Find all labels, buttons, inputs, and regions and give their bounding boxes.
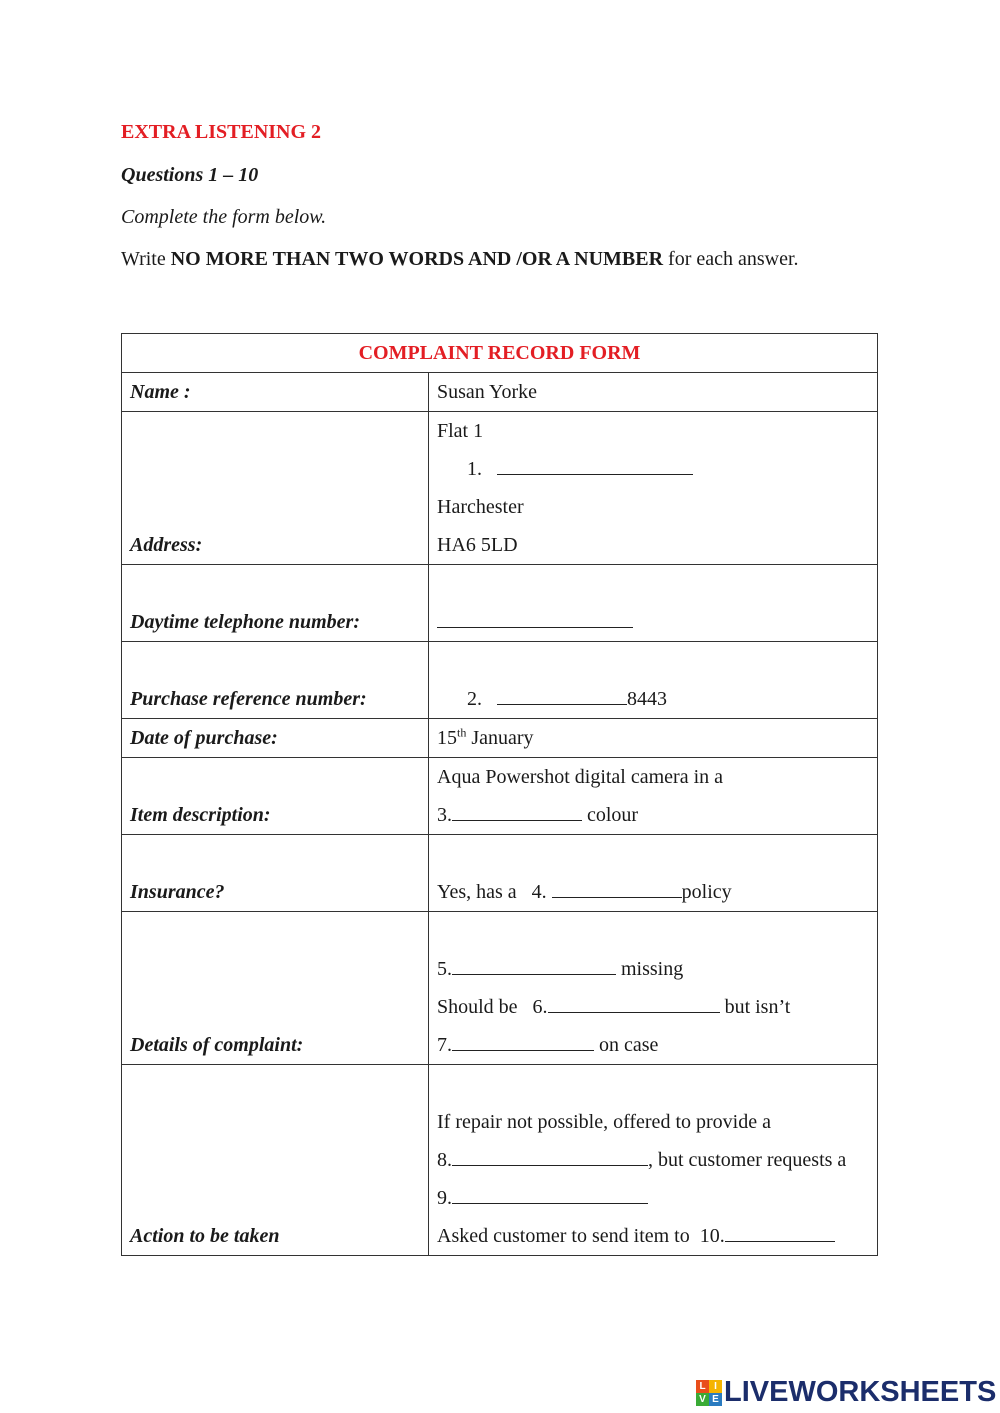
details-q6-prefix: Should be 6. <box>437 996 548 1018</box>
details-q5-suffix: missing <box>616 958 684 980</box>
date-value <box>429 719 878 758</box>
form-title: COMPLAINT RECORD FORM <box>122 334 878 373</box>
answer-blank-6[interactable] <box>548 990 720 1013</box>
item-label <box>122 758 429 835</box>
item-line1: Aqua Powershot digital camera in a <box>437 766 724 788</box>
write-suffix: for each answer. <box>663 248 799 270</box>
address-line4: HA6 5LD <box>437 534 518 556</box>
action-label <box>122 1065 429 1256</box>
liveworksheets-logo-text: LIVEWORKSHEETS <box>724 1376 997 1408</box>
address-label: Address: <box>122 412 429 565</box>
date-day: 15 <box>437 727 457 749</box>
insurance-prefix: Yes, has a 4. <box>437 881 552 903</box>
item-suffix: colour <box>582 804 639 826</box>
details-value <box>429 912 878 1065</box>
q3-number: 3. <box>437 804 452 826</box>
item-label-text: Item description: <box>130 804 271 826</box>
q7-number: 7. <box>437 1034 452 1056</box>
answer-blank-2[interactable] <box>497 682 627 705</box>
liveworksheets-logo[interactable] <box>696 1376 996 1409</box>
q8-number: 8. <box>437 1149 452 1171</box>
insurance-label-text: Insurance? <box>130 881 225 903</box>
worksheet-title: EXTRA LISTENING 2 <box>121 121 322 143</box>
complaint-form-table <box>121 333 878 1256</box>
action-q8-suffix: , but customer requests a <box>648 1149 847 1171</box>
address-row <box>122 412 878 565</box>
details-label-text: Details of complaint: <box>130 1034 304 1056</box>
name-value: Susan Yorke <box>429 373 878 412</box>
action-label-text: Action to be taken <box>130 1225 280 1247</box>
answer-blank-7[interactable] <box>452 1028 594 1051</box>
liveworksheets-logo-icon <box>696 1380 722 1406</box>
answer-blank-9[interactable] <box>452 1181 648 1204</box>
write-prefix: Write <box>121 248 171 270</box>
address-question-1 <box>437 450 869 488</box>
date-month: January <box>466 727 534 749</box>
date-sup: th <box>457 725 467 740</box>
q1-number: 1. <box>467 458 482 480</box>
answer-blank-3[interactable] <box>452 798 582 821</box>
phone-value <box>429 565 878 642</box>
phone-label <box>122 565 429 642</box>
purchase-suffix: 8443 <box>627 688 667 710</box>
insurance-value <box>429 835 878 912</box>
action-line4: Asked customer to send item to 10. <box>437 1225 725 1247</box>
logo-icon-v: V <box>696 1393 709 1406</box>
q9-number: 9. <box>437 1187 452 1209</box>
name-label: Name : <box>122 373 429 412</box>
answer-blank-10[interactable] <box>725 1219 835 1242</box>
date-label: Date of purchase: <box>122 719 429 758</box>
logo-icon-l: L <box>696 1380 709 1393</box>
purchase-label <box>122 642 429 719</box>
insurance-label <box>122 835 429 912</box>
action-value <box>429 1065 878 1256</box>
purchase-label-text: Purchase reference number: <box>130 688 367 710</box>
details-q6-suffix: but isn’t <box>719 996 791 1018</box>
address-value <box>429 412 878 565</box>
details-label <box>122 912 429 1065</box>
answer-blank-4[interactable] <box>552 875 682 898</box>
action-line1: If repair not possible, offered to provide a <box>437 1111 771 1133</box>
answer-blank-1[interactable] <box>497 452 693 475</box>
details-q7-suffix: on case <box>594 1034 659 1056</box>
logo-icon-e: E <box>709 1393 722 1406</box>
purchase-value <box>429 642 878 719</box>
q2-number: 2. <box>467 688 482 710</box>
instruction-text: Complete the form below. <box>121 206 327 228</box>
address-line1: Flat 1 <box>437 420 484 442</box>
item-value <box>429 758 878 835</box>
phone-blank[interactable] <box>437 605 633 628</box>
insurance-suffix: policy <box>681 881 732 903</box>
logo-icon-i: I <box>709 1380 722 1393</box>
address-line3: Harchester <box>437 496 524 518</box>
phone-label-text: Daytime telephone number: <box>130 611 360 633</box>
q5-number: 5. <box>437 958 452 980</box>
word-limit-instruction <box>121 248 799 271</box>
answer-blank-8[interactable] <box>452 1143 648 1166</box>
write-bold: NO MORE THAN TWO WORDS AND /OR A NUMBER <box>170 248 664 270</box>
answer-blank-5[interactable] <box>452 952 616 975</box>
questions-heading: Questions 1 – 10 <box>121 164 259 186</box>
